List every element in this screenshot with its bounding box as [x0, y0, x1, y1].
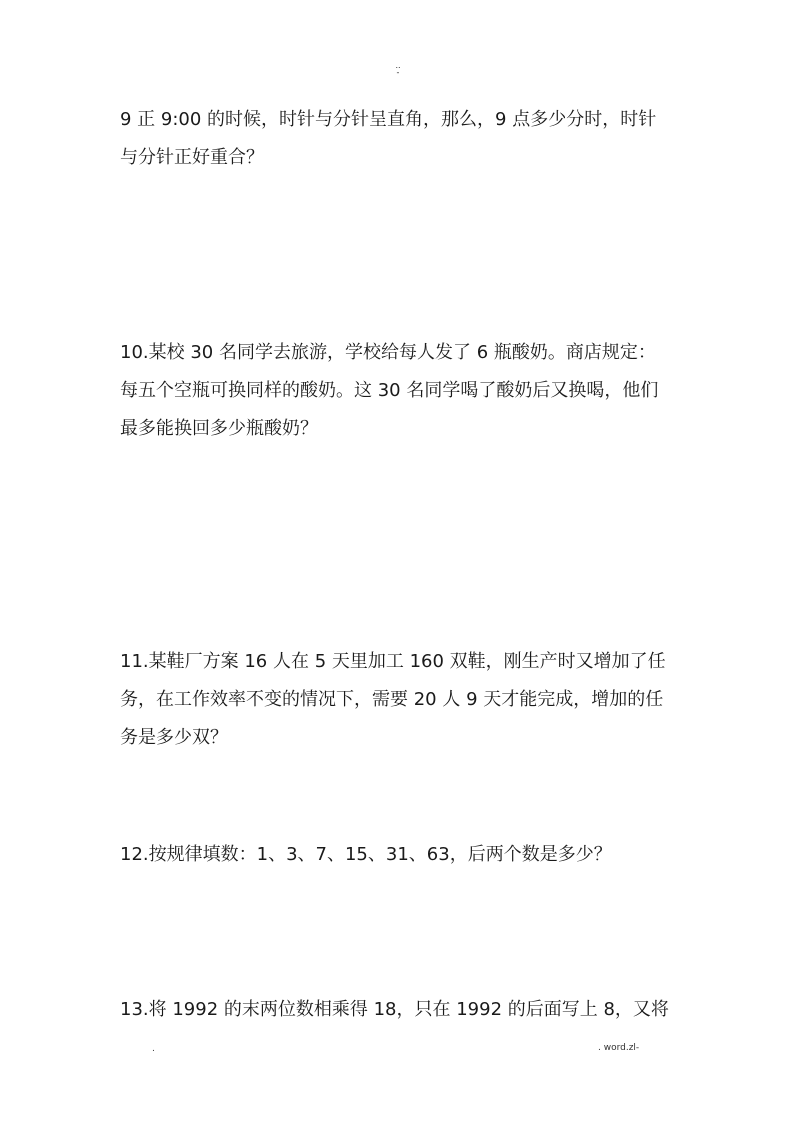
- question-10-line-3: 最多能换回多少瓶酸奶？: [120, 418, 318, 439]
- footer-source-text: . word.zl-: [598, 1043, 640, 1053]
- question-9-line-2: 与分针正好重合？: [120, 147, 264, 168]
- question-10-line-1: 10.某校 30 名同学去旅游，学校给每人发了 6 瓶酸奶。商店规定：: [120, 342, 656, 363]
- question-9-line-1: 9 正 9:00 的时候，时针与分针呈直角，那么，9 点多少分时，时针: [120, 109, 657, 130]
- question-11-line-3: 务是多少双？: [120, 727, 228, 748]
- page-header-mark: [392, 62, 404, 76]
- question-11: [120, 643, 680, 757]
- question-13-line-1: 13.将 1992 的末两位数相乘得 18，只在 1992 的后面写上 8，又将: [120, 999, 669, 1020]
- question-12: [120, 836, 680, 874]
- question-12-line-1: 12.按规律填数：1、3、7、15、31、63，后两个数是多少？: [120, 844, 612, 865]
- question-13: [120, 991, 680, 1029]
- question-10-line-2: 每五个空瓶可换同样的酸奶。这 30 名同学喝了酸奶后又换喝，他们: [120, 380, 659, 401]
- header-mark-dots: ..: [395, 61, 401, 70]
- question-11-line-2: 务，在工作效率不变的情况下，需要 20 人 9 天才能完成，增加的任: [120, 689, 664, 710]
- header-mark-dash: -: [396, 68, 400, 77]
- footer-left-mark: .: [152, 1044, 155, 1054]
- question-11-line-1: 11.某鞋厂方案 16 人在 5 天里加工 160 双鞋，刚生产时又增加了任: [120, 651, 666, 672]
- question-10: [120, 334, 680, 448]
- question-9: [120, 101, 680, 177]
